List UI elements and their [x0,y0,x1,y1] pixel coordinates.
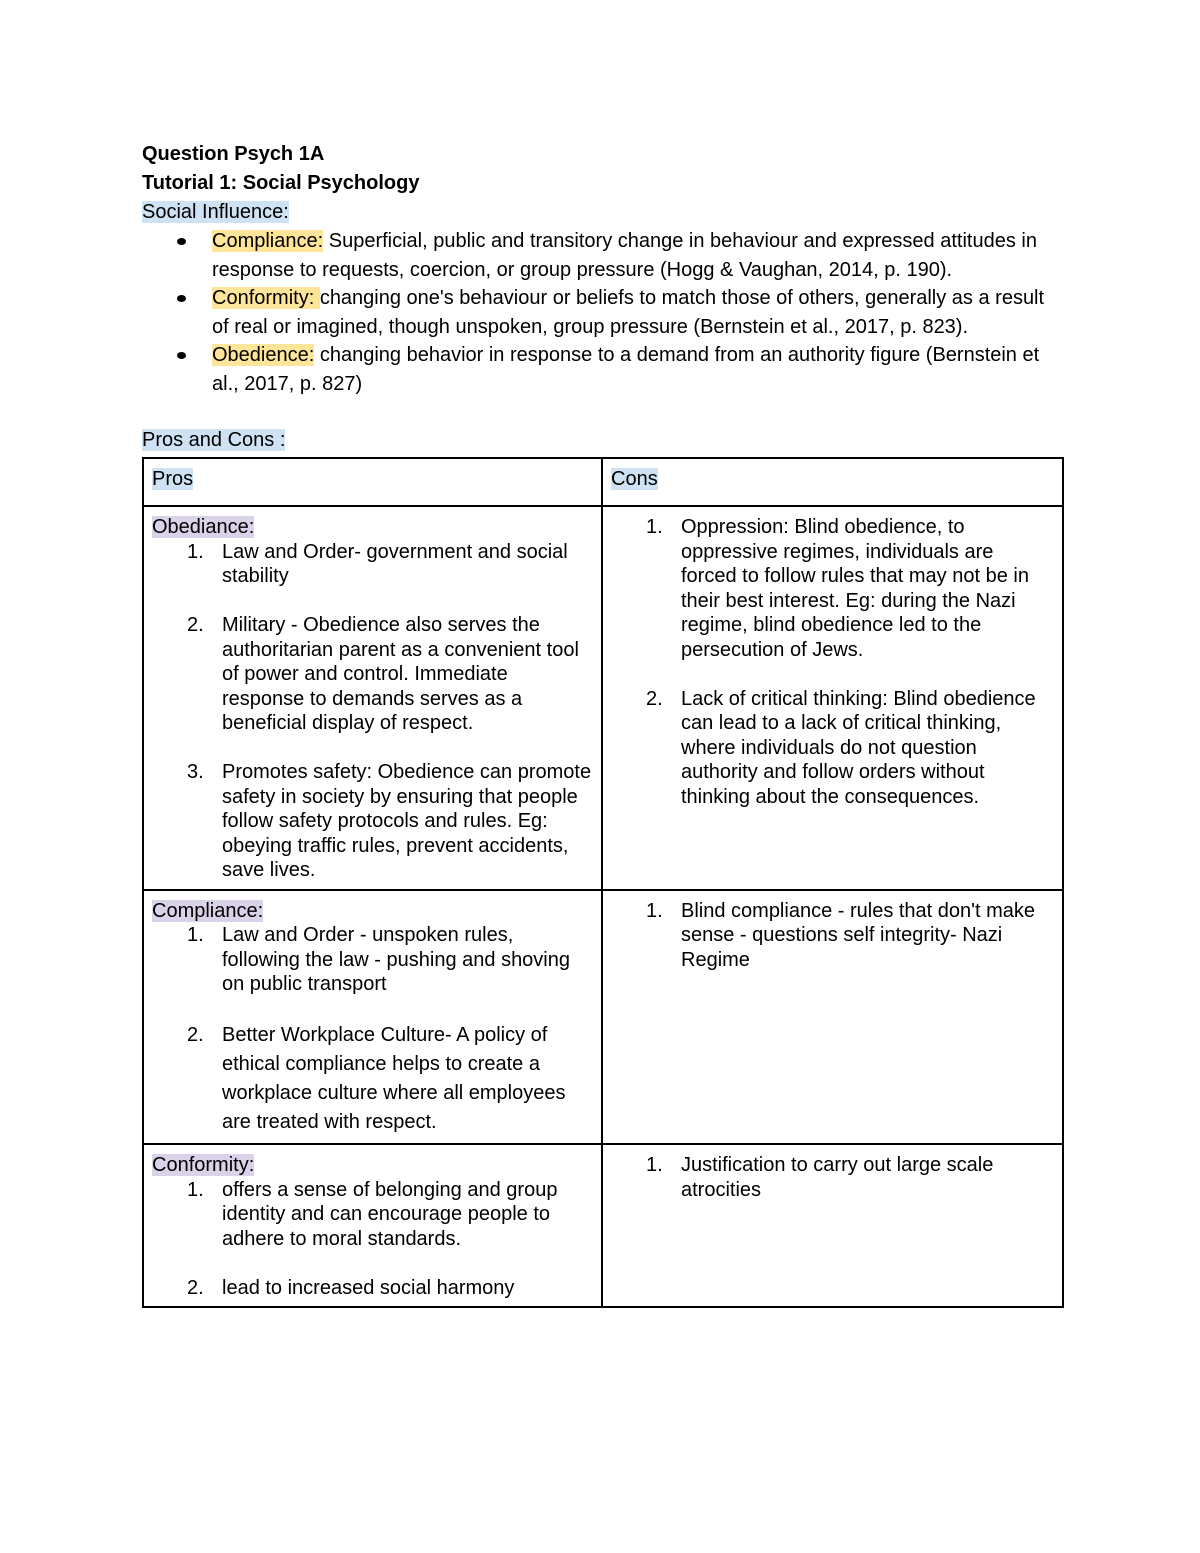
cons-list [611,899,1054,973]
definition-item-obedience [142,341,1062,398]
list-item-text: Lack of critical thinking: Blind obedience can lead to a lack of critical thinking, where individuals do not question authority and follow orders without thinking about the consequences. [681,687,1036,808]
header-label-pros: Pros [152,468,194,490]
list-number: 3. [187,761,204,783]
list-number: 1. [187,1178,204,1201]
spacer [142,398,1062,426]
document-title: Question Psych 1A [142,143,325,165]
list-item [152,923,593,997]
row-label [152,515,593,540]
header-label-cons: Cons [611,468,658,490]
list-item-text: Blind compliance - rules that don't make sense - questions self integrity- Nazi Regime [681,899,1035,971]
pros-cons-table [142,457,1064,1308]
pros-cell [143,1144,602,1307]
pros-cell [143,506,602,890]
list-number: 1. [646,516,663,538]
list-item-text: Better Workplace Culture- A policy of ethical compliance helps to create a workplace culture where all employees are treated with respect. [222,1024,566,1133]
row-label-text: Conformity: [152,1154,255,1176]
definition-term: Compliance: [212,230,324,252]
header-cell-pros [143,458,602,506]
list-number: 1. [646,1154,663,1176]
list-number: 2. [187,1276,204,1299]
row-label-text: Obediance: [152,516,255,538]
list-item [611,1153,1054,1202]
list-item [152,760,593,883]
table-row-conformity [143,1144,1063,1307]
list-item-text: Law and Order- government and social stability [222,540,568,587]
pros-cons-heading [142,426,1062,455]
list-item [152,1178,593,1252]
list-number: 1. [646,899,663,922]
header-cell-cons [602,458,1063,506]
table-header-row [143,458,1063,506]
row-label [152,1153,593,1178]
list-item [611,515,1054,662]
list-item [152,1021,593,1137]
table-row-obediance [143,506,1063,890]
definition-text: changing behavior in response to a demand from an authority figure (Bernstein et al., 2017, p. 827) [212,344,1040,395]
row-label [152,899,593,924]
list-number: 2. [646,687,663,710]
bullet-icon [177,352,186,359]
definition-text: changing one's behaviour or beliefs to match those of others, generally as a result of real or imagined, though unspoken, group pressure (Bernstein et al., 2017, p. 823). [212,287,1045,338]
list-number: 1. [187,540,204,563]
list-item-text: Oppression: Blind obedience, to oppressive regimes, individuals are forced to follow rules that may not be in their best interest. Eg: during the Nazi regime, blind obedience led to the persecution of Jews. [681,516,1029,661]
cons-list [611,515,1054,809]
pros-list [152,1178,593,1301]
bullet-icon [177,238,186,245]
pros-list [152,540,593,883]
definition-item-conformity [142,284,1062,341]
cons-cell [602,890,1063,1145]
document-page [142,140,1062,1308]
list-item-text: Justification to carry out large scale atrocities [681,1154,994,1201]
list-item-text: lead to increased social harmony [222,1276,515,1299]
list-item [152,540,593,589]
definition-term: Obedience: [212,344,315,366]
cons-list [611,1153,1054,1202]
list-item-text: Military - Obedience also serves the authoritarian parent as a convenient tool of power and control. Immediate response to demands serves as a beneficial display of respect. [222,614,579,734]
row-label-text: Compliance: [152,899,264,922]
list-item [152,613,593,736]
definition-text: Superficial, public and transitory change in behaviour and expressed attitudes in response to requests, coercion, or group pressure (Hogg & Vaughan, 2014, p. 190). [212,230,1037,281]
bullet-icon [177,295,186,302]
table-row-compliance [143,890,1063,1145]
list-item [611,899,1054,973]
pros-cons-heading-text: Pros and Cons : [142,429,286,451]
list-item-text: offers a sense of belonging and group identity and can encourage people to adhere to moral standards. [222,1178,558,1250]
definition-item-compliance [142,227,1062,284]
pros-list [152,923,593,1137]
document-subtitle: Tutorial 1: Social Psychology [142,172,420,194]
list-item-text: Law and Order - unspoken rules, following the law - pushing and shoving on public transport [222,924,570,995]
social-influence-heading-text: Social Influence: [142,201,289,223]
definitions-list [142,227,1062,398]
social-influence-heading [142,198,1062,227]
cons-cell [602,1144,1063,1307]
list-item [152,1276,593,1301]
list-item-text: Promotes safety: Obedience can promote safety in society by ensuring that people follow safety protocols and rules. Eg: obeying traffic rules, prevent accidents, save lives. [222,761,592,881]
pros-cell [143,890,602,1145]
definition-term: Conformity: [212,287,320,309]
list-number: 1. [187,924,204,946]
list-number: 2. [187,1024,204,1046]
cons-cell [602,506,1063,890]
list-item [611,687,1054,810]
list-number: 2. [187,614,204,636]
